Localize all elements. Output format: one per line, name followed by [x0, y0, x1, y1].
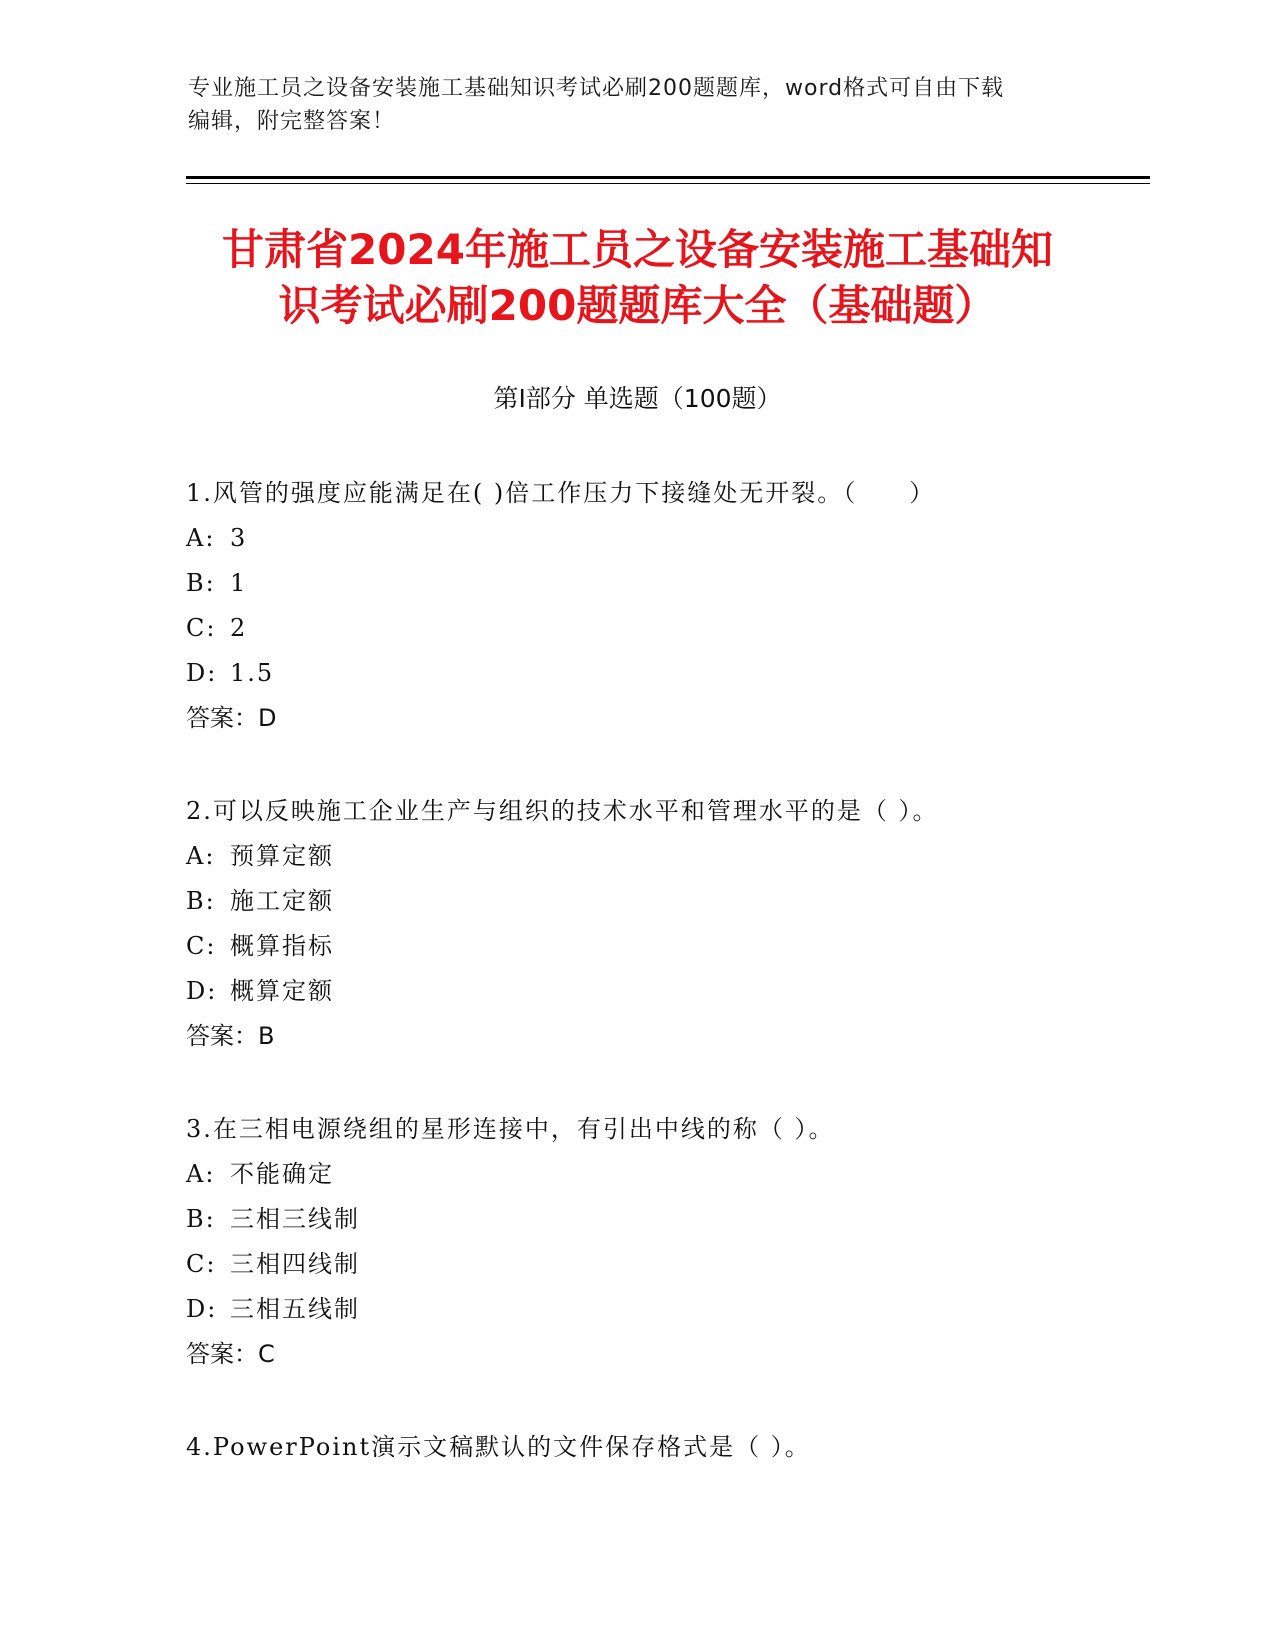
- question-option: [186, 658, 1126, 703]
- option-text: 概算指标: [230, 932, 334, 960]
- option-key: D:: [186, 977, 218, 1005]
- question-answer: 答案：C: [186, 1340, 275, 1368]
- option-key: D:: [186, 659, 218, 687]
- question-item: [186, 478, 1126, 748]
- option-key: B:: [186, 1205, 216, 1233]
- question-option: [186, 1204, 1126, 1249]
- header-rule-thin: [186, 183, 1150, 184]
- question-option: [186, 523, 1126, 568]
- document-title-line-2: 识考试必刷200题题库大全（基础题）: [278, 281, 997, 330]
- option-key: A:: [186, 842, 216, 870]
- question-stem: 2.可以反映施工企业生产与组织的技术水平和管理水平的是（ ）。: [186, 797, 939, 825]
- option-text: 1: [230, 569, 248, 597]
- document-title: [150, 222, 1125, 334]
- question-option: [186, 568, 1126, 613]
- question-stem: 4.PowerPoint演示文稿默认的文件保存格式是（ ）。: [186, 1433, 811, 1461]
- option-key: B:: [186, 569, 216, 597]
- option-text: 预算定额: [230, 842, 334, 870]
- option-text: 2: [230, 614, 248, 642]
- question-option: [186, 976, 1126, 1021]
- header-note-line-2: 编辑，附完整答案！: [188, 109, 396, 134]
- option-key: C:: [186, 1250, 217, 1278]
- option-text: 三相四线制: [230, 1250, 360, 1278]
- option-key: C:: [186, 614, 217, 642]
- option-text: 施工定额: [230, 887, 334, 915]
- option-text: 三相三线制: [230, 1205, 360, 1233]
- question-stem: 3.在三相电源绕组的星形连接中，有引出中线的称（ ）。: [186, 1115, 835, 1143]
- option-key: B:: [186, 887, 216, 915]
- document-title-line-1: 甘肃省2024年施工员之设备安装施工基础知: [222, 225, 1053, 274]
- question-option: [186, 1294, 1126, 1339]
- question-option: [186, 1249, 1126, 1294]
- option-key: D:: [186, 1295, 218, 1323]
- section-heading: 第Ⅰ部分 单选题（100题）: [493, 384, 782, 413]
- question-stem: 1.风管的强度应能满足在( )倍工作压力下接缝处无开裂。（ ）: [186, 479, 936, 507]
- question-item: [186, 1114, 1126, 1384]
- header-note: [188, 72, 1088, 138]
- question-answer: 答案：B: [186, 1022, 275, 1050]
- option-text: 三相五线制: [230, 1295, 360, 1323]
- question-list: [186, 478, 1126, 1525]
- question-option: [186, 841, 1126, 886]
- option-text: 1.5: [230, 659, 275, 687]
- header-note-line-1: 专业施工员之设备安装施工基础知识考试必刷200题题库，word格式可自由下载: [188, 76, 1005, 101]
- question-option: [186, 931, 1126, 976]
- option-text: 不能确定: [230, 1160, 334, 1188]
- question-answer: 答案：D: [186, 704, 277, 732]
- question-item: [186, 1432, 1126, 1477]
- question-option: [186, 1159, 1126, 1204]
- question-option: [186, 886, 1126, 931]
- option-key: A:: [186, 1160, 216, 1188]
- header-rule-thick: [186, 176, 1150, 179]
- option-text: 概算定额: [230, 977, 334, 1005]
- question-option: [186, 613, 1126, 658]
- question-item: [186, 796, 1126, 1066]
- option-key: A:: [186, 524, 216, 552]
- option-text: 3: [230, 524, 248, 552]
- option-key: C:: [186, 932, 217, 960]
